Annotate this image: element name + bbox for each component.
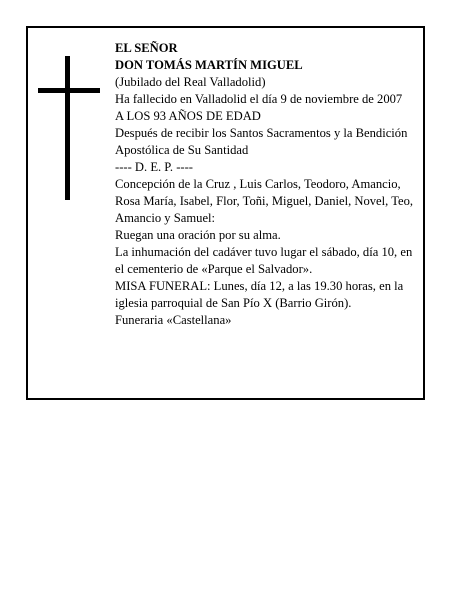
cross-vertical-bar [65,56,70,200]
age-statement: A LOS 93 AÑOS DE EDAD [115,109,261,123]
deceased-occupation: (Jubilado del Real Valladolid) [115,75,266,89]
death-statement: Ha fallecido en Valladolid el día 9 de noviembre de 2007 [115,92,403,106]
funeral-mass-info: MISA FUNERAL: Lunes, día 12, a las 19.30 horas, en la iglesia parroquial de San Pío X (Barrio Girón). [115,279,404,310]
prayer-request: Ruegan una oración por su alma. [115,228,281,242]
cross-icon [38,56,100,200]
sacraments-statement: Después de recibir los Santos Sacramentos y la Bendición Apostólica de Su Santidad [115,126,408,157]
family-names: Concepción de la Cruz , Luis Carlos, Teodoro, Amancio, Rosa María, Isabel, Flor, Toñi, Miguel, Daniel, Novel, Teo, Amancio y Samuel: [115,177,414,225]
cross-horizontal-bar [38,88,100,93]
notice-title: EL SEÑOR [115,41,178,55]
obituary-notice [26,26,425,400]
rip-line: ---- D. E. P. ---- [115,160,193,174]
burial-info: La inhumación del cadáver tuvo lugar el sábado, día 10, en el cementerio de «Parque el Salvador». [115,245,413,276]
deceased-name: DON TOMÁS MARTÍN MIGUEL [115,58,303,72]
funeral-home: Funeraria «Castellana» [115,313,232,327]
notice-text [115,40,421,329]
